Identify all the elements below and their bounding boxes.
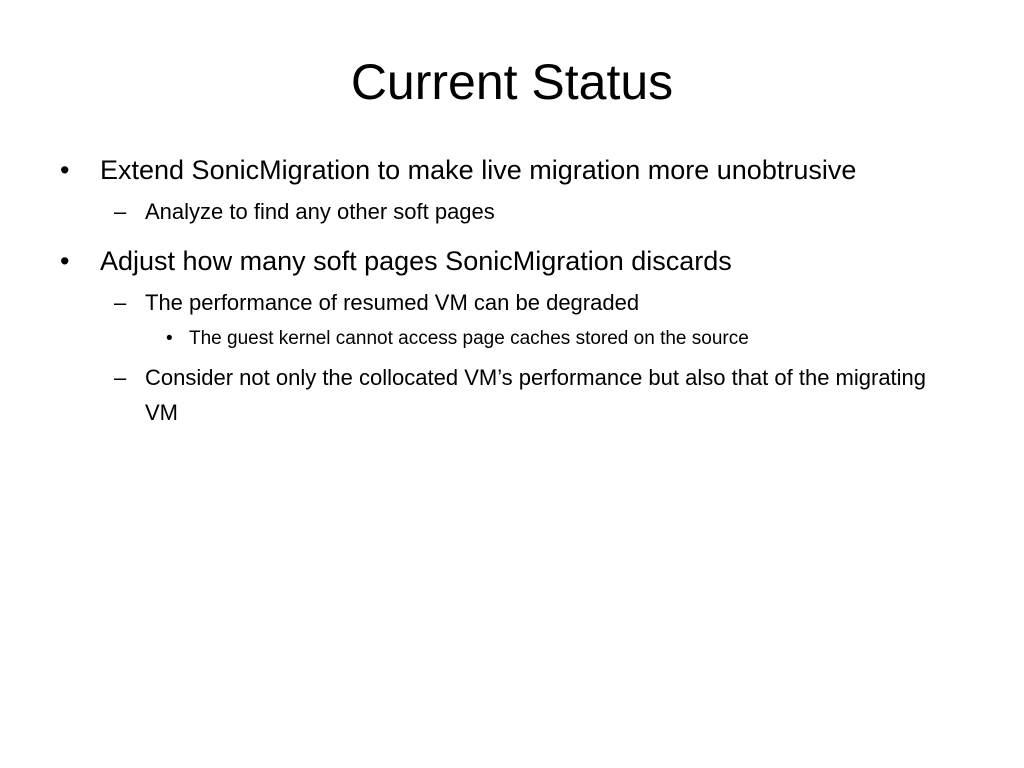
sub-item-text: The performance of resumed VM can be degraded <box>145 290 640 315</box>
bullet-marker: • <box>60 246 70 276</box>
sub-sub-item-guest-kernel <box>58 324 958 354</box>
sub-item-text: Analyze to find any other soft pages <box>145 199 495 224</box>
bullet-marker: • <box>166 328 173 349</box>
slide-title: Current Status <box>350 54 674 110</box>
sub-item-performance-degraded <box>58 285 958 320</box>
sub-sub-item-text: The guest kernel cannot access page caches stored on the source <box>189 328 749 349</box>
dash-marker: – <box>114 199 127 224</box>
bullet-item-extend-sonicmigration <box>58 150 958 190</box>
bullet-marker: • <box>60 155 70 185</box>
bullet-list <box>58 150 958 434</box>
sub-item-analyze <box>58 194 958 229</box>
bullet-text: Extend SonicMigration to make live migration more unobtrusive <box>100 155 857 185</box>
sub-item-text: Consider not only the collocated VM’s performance but also that of the migrating VM <box>145 365 927 425</box>
dash-marker: – <box>114 365 127 390</box>
dash-marker: – <box>114 290 127 315</box>
sub-item-consider-performance <box>58 360 958 430</box>
bullet-item-adjust-soft-pages <box>58 241 958 281</box>
bullet-text: Adjust how many soft pages SonicMigration discards <box>100 246 732 276</box>
